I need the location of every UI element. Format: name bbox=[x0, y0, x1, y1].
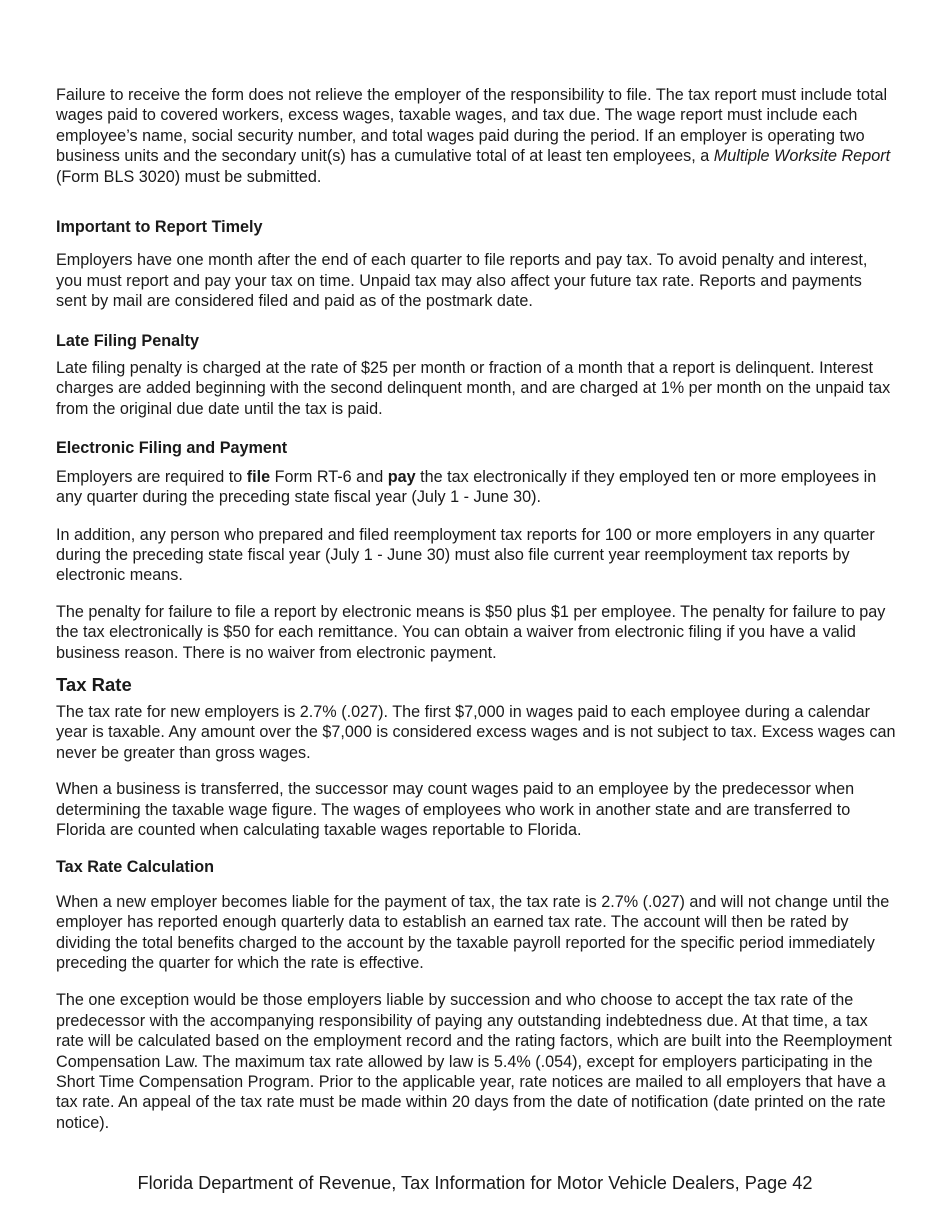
intro-text: Failure to receive the form does not relieve the employer of the responsibility to file. The tax report must include total wages paid to covered workers, excess wages, taxable wages, and tax due. The wage report must include each employee’s name, social security number, and total wages paid during the period. If an employer is operating two business units and the secondary unit(s) has a cumulative total of at least ten employees, a bbox=[56, 86, 888, 166]
paragraph-tax-rate-2: When a business is transferred, the successor may count wages paid to an employee by the predecessor when determining the taxable wage figure. The wages of employees who work in another state and are transferred to Florida are counted when calculating taxable wages reportable to Florida. bbox=[56, 780, 855, 839]
paragraph-report-timely: Employers have one month after the end of each quarter to file reports and pay tax. To avoid penalty and interest, you must report and pay your tax on time. Unpaid tax may also affect your future tax rate. Reports and payments sent by mail are considered filed and paid as of the postmark date. bbox=[56, 251, 868, 311]
heading-tax-rate-calculation: Tax Rate Calculation bbox=[56, 858, 215, 877]
paragraph-electronic-2: In addition, any person who prepared and filed reemployment tax reports for 100 or more employers in any quarter during the preceding state fiscal year (July 1 - June 30) must also file current year reemployment tax reports by electronic means. bbox=[56, 525, 875, 585]
paragraph-electronic-1: Employers are required to file Form RT-6 and pay the tax electronically if they employed ten or more employees in any quarter during the preceding state fiscal year (July 1 - June 30). bbox=[56, 467, 877, 507]
bold-file: file bbox=[246, 467, 271, 486]
paragraph-calculation-2: The one exception would be those employers liable by succession and who choose to accept the tax rate of the predecessor with the accompanying responsibility of paying any outstanding indebtedness due. At that time, a tax rate will be calculated based on the employment record and the rating factors, which are built into the Reemployment Compensation Law. The maximum tax rate allowed by law is 5.4% (.054), except for employers participating in the Short Time Compensation Program. Prior to the applicable year, rate notices are mailed to all employers that have a tax rate. An appeal of the tax rate must be made within 20 days from the date of notification (date printed on the rate notice). bbox=[56, 991, 892, 1132]
intro-paragraph bbox=[56, 85, 896, 187]
form-title-italic: Multiple Worksite Report bbox=[713, 147, 891, 166]
page-footer: Florida Department of Revenue, Tax Information for Motor Vehicle Dealers, Page 42 bbox=[137, 1173, 813, 1193]
heading-tax-rate: Tax Rate bbox=[56, 673, 132, 695]
paragraph-tax-rate-1: The tax rate for new employers is 2.7% (.027). The first $7,000 in wages paid to each employee during a calendar year is taxable. Any amount over the $7,000 is considered excess wages and is not subject to tax. Excess wages can never be greater than gross wages. bbox=[56, 702, 896, 762]
heading-report-timely: Important to Report Timely bbox=[56, 218, 263, 237]
heading-electronic-filing: Electronic Filing and Payment bbox=[56, 439, 288, 458]
paragraph-late-filing: Late filing penalty is charged at the rate of $25 per month or fraction of a month that a report is delinquent. Interest charges are added beginning with the second delinquent month, and are charged at 1% per month on the unpaid tax from the original due date until the tax is paid. bbox=[56, 359, 891, 418]
paragraph-electronic-3: The penalty for failure to file a report by electronic means is $50 plus $1 per employee. The penalty for failure to pay the tax electronically is $50 for each remittance. You can obtain a waiver from electronic filing if you have a valid business reason. There is no waiver from electronic payment. bbox=[56, 602, 886, 662]
bold-pay: pay bbox=[387, 467, 416, 486]
document-body bbox=[56, 85, 896, 1133]
intro-text-end: (Form BLS 3020) must be submitted. bbox=[56, 167, 322, 186]
heading-late-filing: Late Filing Penalty bbox=[56, 331, 200, 350]
paragraph-calculation-1: When a new employer becomes liable for the payment of tax, the tax rate is 2.7% (.027) and will not change until the employer has reported enough quarterly data to establish an earned tax rate. The account will then be rated by dividing the total benefits charged to the account by the taxable payroll reported for the specific period immediately preceding the quarter for which the rate is effective. bbox=[56, 892, 890, 972]
